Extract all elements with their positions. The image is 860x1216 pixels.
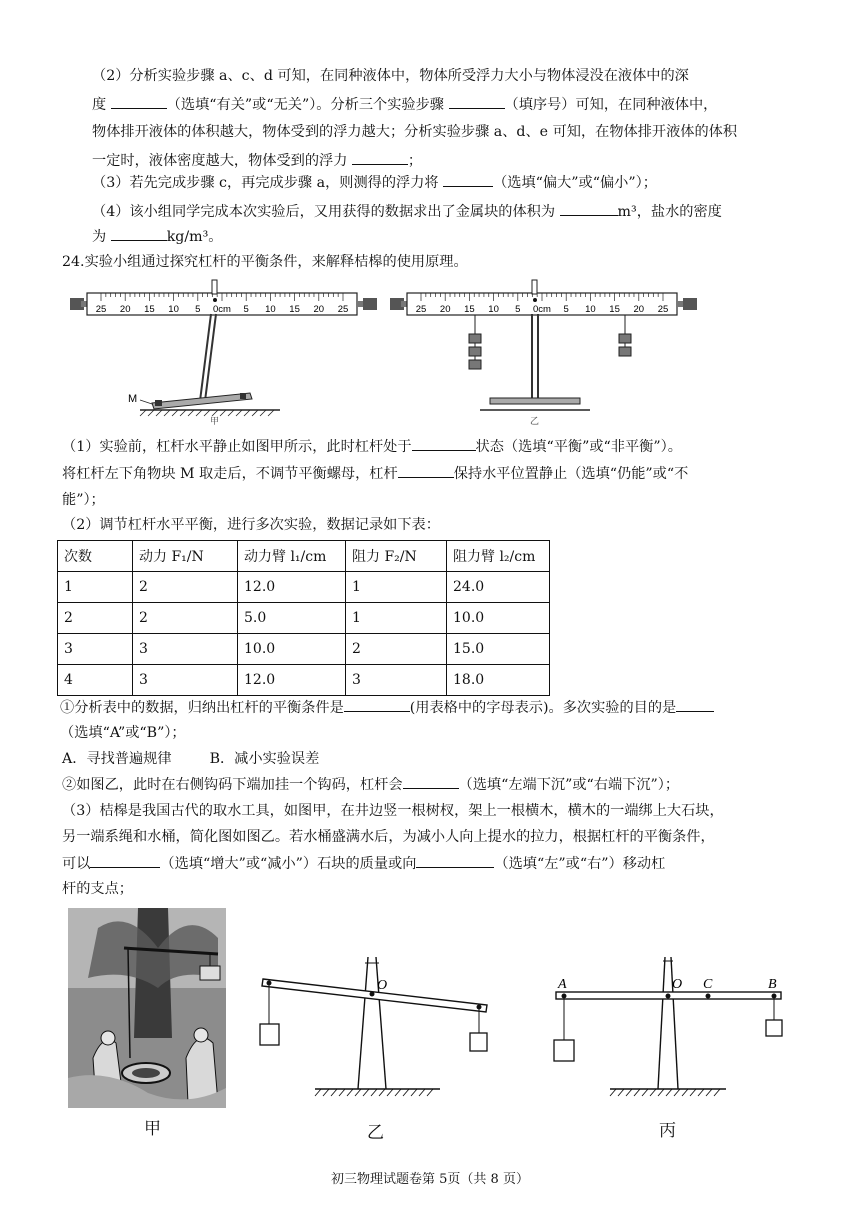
table-cell: 24.0 (447, 572, 550, 603)
q24-p3-line3: 可以 （选填“增大”或“减小”）石块的质量或向 （选填“左”或“右”）移动杠 (62, 853, 665, 874)
q23-p3: （3）若先完成步骤 c，再完成步骤 a，则测得的浮力将 （选填“偏大”或“偏小”）； (92, 172, 657, 193)
answer-blank[interactable] (676, 697, 714, 712)
lever-yi (390, 280, 697, 426)
table-cell: 2 (133, 572, 238, 603)
q23-p2-line4: 一定时，液体密度越大，物体受到的浮力 ； (92, 150, 422, 171)
ruler-tick-label: 10 (585, 304, 596, 315)
answer-blank[interactable] (398, 463, 454, 478)
ruler-tick-label: 5 (515, 304, 521, 315)
table-cell: 1 (346, 572, 447, 603)
q24-p3-line1: （3）桔槔是我国古代的取水工具，如图甲，在井边竖一根树杈，架上一根横木，横木的一端绑上大石块， (62, 803, 724, 819)
q24-s1-line1: ①分析表中的数据，归纳出杠杆的平衡条件是 (用表格中的字母表示)。多次实验的目的是 (60, 697, 714, 718)
q24-p3-line4: 杆的支点； (62, 881, 133, 897)
table-header: 次数 (58, 541, 133, 572)
table-cell: 18.0 (447, 665, 550, 696)
answer-blank[interactable] (352, 150, 408, 165)
option-a[interactable]: A．寻找普遍规律 (62, 751, 172, 767)
table-cell: 2 (133, 603, 238, 634)
ruler-tick-label: 20 (313, 304, 325, 315)
point-c-label: C (703, 977, 713, 992)
q24-p1-line3: 能”）； (62, 492, 105, 508)
q24-options (62, 749, 319, 769)
experiment-table (57, 540, 550, 696)
caption-bing: 丙 (659, 1121, 676, 1141)
ruler-tick-label: 20 (439, 304, 451, 315)
ruler-tick-label: 15 (289, 304, 300, 315)
table-cell: 1 (346, 603, 447, 634)
ruler-tick-label: 10 (488, 304, 499, 315)
fig-label-jia: 甲 (210, 417, 220, 426)
ruler-tick-label: 5 (243, 304, 249, 315)
ruler-tick-label: 10 (265, 304, 276, 315)
answer-blank[interactable] (412, 436, 476, 451)
page-footer: 初三物理试题卷第 5页（共 8 页） (331, 1172, 529, 1187)
ruler-tick-label: 25 (415, 304, 427, 315)
q23-p4-line2: 为 kg/m³。 (92, 226, 223, 247)
table-header: 阻力 F₂/N (346, 541, 447, 572)
lever-diagram-bing (548, 955, 788, 1105)
ruler-tick-label: 25 (337, 304, 349, 315)
answer-blank[interactable] (344, 697, 410, 712)
table-row (58, 603, 550, 634)
table-cell: 15.0 (447, 634, 550, 665)
table-row (58, 572, 550, 603)
table-cell: 4 (58, 665, 133, 696)
ruler-tick-label: 20 (119, 304, 131, 315)
answer-blank[interactable] (111, 94, 167, 109)
table-cell: 10.0 (238, 634, 346, 665)
table-cell: 1 (58, 572, 133, 603)
answer-blank[interactable] (443, 172, 493, 187)
table-cell: 3 (133, 634, 238, 665)
point-a-label: A (558, 977, 567, 992)
table-cell: 2 (346, 634, 447, 665)
table-cell: 3 (58, 634, 133, 665)
table-header: 动力臂 l₁/cm (238, 541, 346, 572)
ruler-tick-label: 10 (168, 304, 179, 315)
ruler-tick-label: 25 (95, 304, 107, 315)
ruler-tick-label: 15 (144, 304, 155, 315)
table-cell: 3 (346, 665, 447, 696)
ruler-tick-label: 0cm (533, 304, 551, 315)
fig-label-yi: 乙 (530, 417, 540, 426)
answer-blank[interactable] (90, 853, 160, 868)
table-cell: 2 (58, 603, 133, 634)
ruler-tick-label: 15 (609, 304, 620, 315)
q24-s1-line2: （选填“A”或“B”）； (60, 725, 186, 741)
table-header: 动力 F₁/N (133, 541, 238, 572)
table-row (58, 665, 550, 696)
jiegao-illustration (68, 908, 226, 1108)
table-cell: 12.0 (238, 665, 346, 696)
q24-title: 24.实验小组通过探究杠杆的平衡条件，来解释桔槔的使用原理。 (62, 254, 468, 270)
ruler-tick-label: 25 (657, 304, 669, 315)
table-header: 阻力臂 l₂/cm (447, 541, 550, 572)
pivot-label: O (377, 978, 388, 993)
table-cell: 3 (133, 665, 238, 696)
lever-jia (70, 280, 377, 426)
q24-p3-line2: 另一端系绳和水桶，简化图如图乙。若水桶盛满水后，为减小人向上提水的拉力，根据杠杆的平衡条件， (62, 829, 715, 845)
q23-p2-line3: 物体排开液体的体积越大，物体受到的浮力越大；分析实验步骤 a、d、e 可知，在物体排开液体的体积 (92, 124, 738, 140)
answer-blank[interactable] (403, 774, 459, 789)
option-b[interactable]: B．减小实验误差 (209, 751, 320, 767)
ruler-tick-label: 5 (195, 304, 201, 315)
caption-jia: 甲 (144, 1119, 161, 1139)
table-cell: 10.0 (447, 603, 550, 634)
point-b-label: B (768, 977, 777, 992)
q23-p4-line1: （4）该小组同学完成本次实验后，又用获得的数据求出了金属块的体积为 m³，盐水的密度 (92, 201, 722, 222)
q23-p2-line1: （2）分析实验步骤 a、c、d 可知，在同种液体中，物体所受浮力大小与物体浸没在液体中的深 (92, 68, 689, 84)
lever-diagram-yi (255, 955, 495, 1105)
q24-s2: ②如图乙，此时在右侧钩码下端加挂一个钩码，杠杆会 （选填“左端下沉”或“右端下沉”）； (62, 774, 679, 795)
table-cell: 5.0 (238, 603, 346, 634)
block-m (155, 400, 162, 406)
q23-p2-line2: 度 （选填“有关”或“无关”）。分析三个实验步骤 （填序号）可知，在同种液体中， (92, 94, 717, 115)
caption-yi: 乙 (367, 1123, 384, 1143)
q24-p2: （2）调节杠杆水平平衡，进行多次实验，数据记录如下表： (62, 517, 440, 533)
table-row (58, 634, 550, 665)
pivot-label: O (672, 977, 683, 992)
table-header-row (58, 541, 550, 572)
ruler-tick-label: 20 (633, 304, 645, 315)
lever-experiment-figure (60, 276, 700, 426)
ruler-tick-label: 0cm (213, 304, 231, 315)
q24-p1-line2: 将杠杆左下角物块 M 取走后，不调节平衡螺母，杠杆 保持水平位置静止（选填“仍能”或“不 (62, 463, 688, 484)
answer-blank[interactable] (416, 853, 494, 868)
ruler-tick-label: 5 (563, 304, 569, 315)
table-cell: 12.0 (238, 572, 346, 603)
answer-blank[interactable] (449, 94, 505, 109)
answer-blank[interactable] (560, 201, 618, 216)
answer-blank[interactable] (111, 226, 167, 241)
ruler-tick-label: 15 (464, 304, 475, 315)
q24-p1-line1: （1）实验前，杠杆水平静止如图甲所示，此时杠杆处于 状态（选填“平衡”或“非平衡”）。 (62, 436, 682, 457)
block-m-label: M (128, 393, 138, 405)
